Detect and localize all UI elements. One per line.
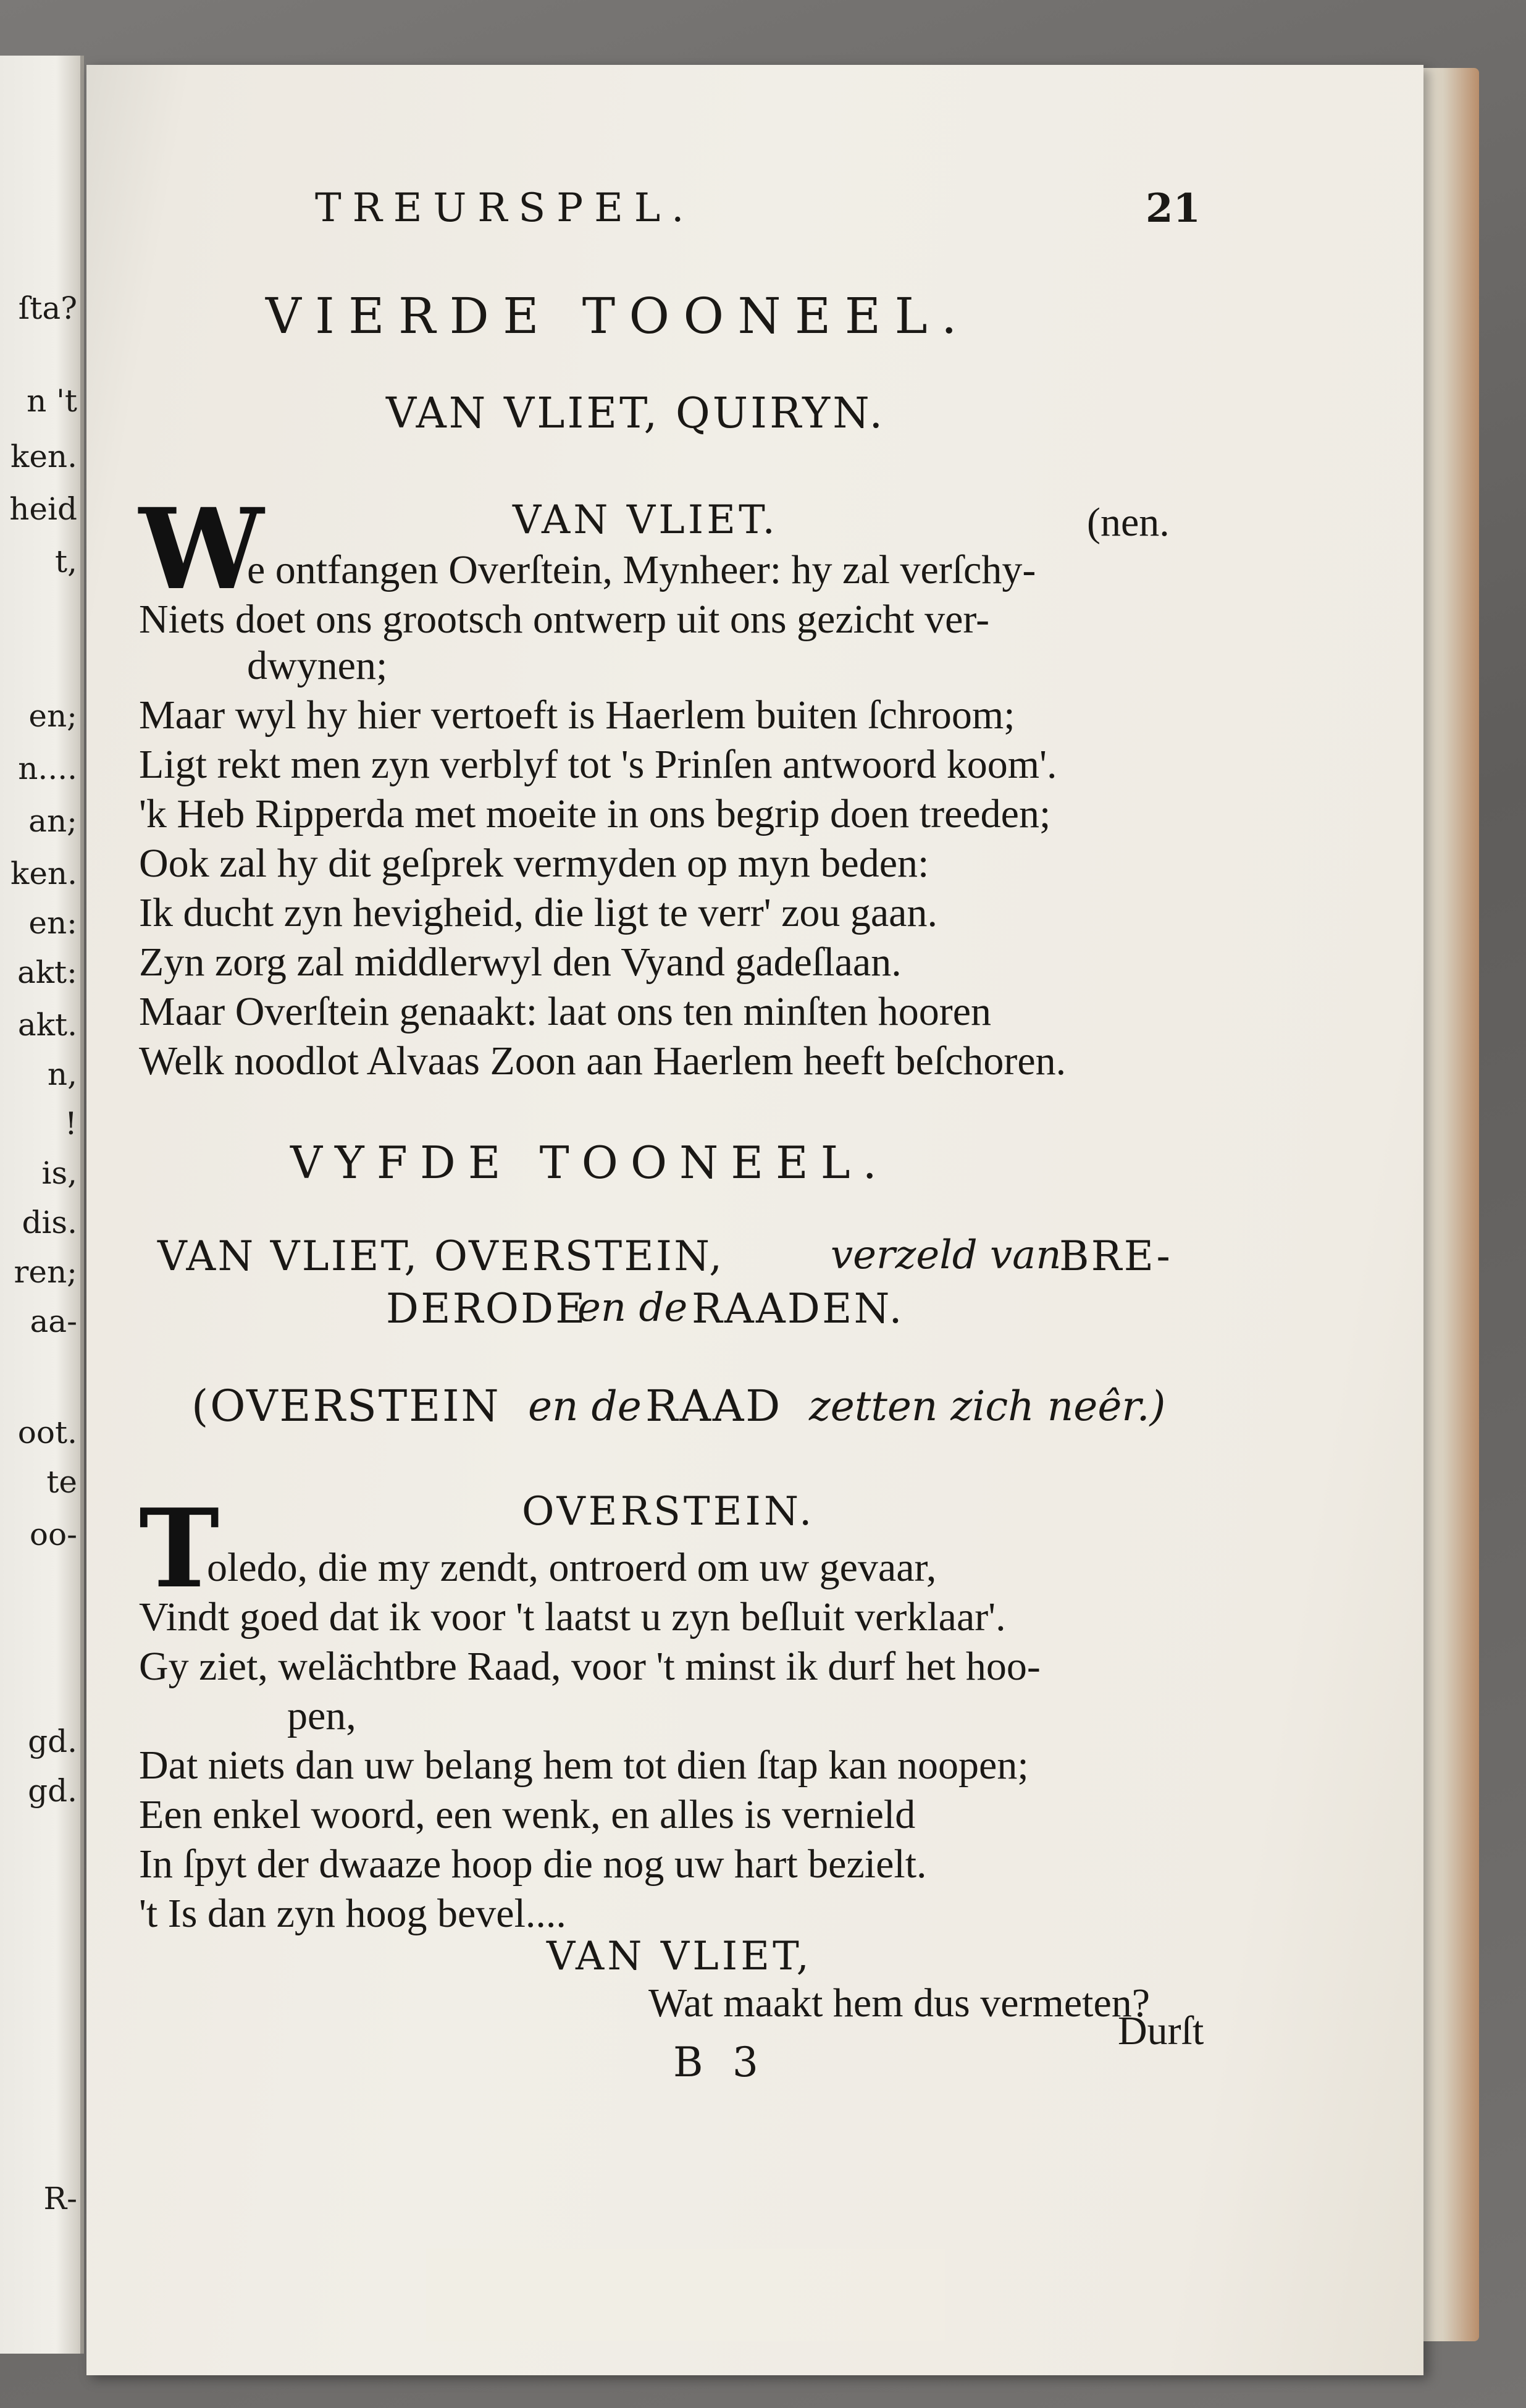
stage-direction: zetten zich neêr.) bbox=[809, 1383, 1166, 1430]
verse-line: Wat maakt hem dus vermeten? bbox=[648, 1981, 1151, 2026]
scene-characters: VAN VLIET, QUIRYN. bbox=[386, 389, 886, 438]
verse-line: Ligt rekt men zyn verblyf tot 's Prinſen antwoord koom'. bbox=[139, 742, 1057, 787]
verse-line: 'k Heb Ripperda met moeite in ons begrip doen treeden; bbox=[139, 791, 1051, 836]
scene-heading: VYFDE TOONEEL. bbox=[290, 1137, 889, 1189]
stage-direction: RAAD bbox=[645, 1381, 782, 1431]
page-number: 21 bbox=[1146, 185, 1201, 232]
verse-line: In ſpyt der dwaaze hoop die nog uw hart bezielt. bbox=[139, 1842, 927, 1887]
scene-characters-connector: en de bbox=[577, 1285, 688, 1331]
left-fragment: oot. bbox=[17, 1415, 77, 1450]
left-fragment: dis. bbox=[22, 1205, 77, 1240]
verse-line: dwynen; bbox=[247, 643, 388, 688]
verse-line: Dat niets dan uw belang hem tot dien ſtap kan noopen; bbox=[139, 1743, 1029, 1788]
left-fragment: gd. bbox=[28, 1724, 77, 1759]
left-fragment: R- bbox=[43, 2181, 77, 2216]
left-fragment: te bbox=[46, 1464, 77, 1500]
scene-characters: DERODE bbox=[386, 1285, 587, 1332]
left-fragment: n.... bbox=[18, 751, 77, 786]
left-fragment: t, bbox=[55, 544, 77, 579]
left-fragment: heid bbox=[9, 491, 77, 527]
verse-line: pen, bbox=[287, 1693, 356, 1738]
left-fragment: aa- bbox=[30, 1303, 77, 1339]
verse-line: Vindt goed dat ik voor 't laatst u zyn beſluit verklaar'. bbox=[139, 1594, 1006, 1640]
verse-line: Niets doet ons grootsch ontwerp uit ons gezicht ver- bbox=[139, 597, 990, 642]
drop-cap: T bbox=[139, 1486, 220, 1612]
speaker-name: OVERSTEIN. bbox=[522, 1489, 815, 1534]
signature-mark: B 3 bbox=[673, 2039, 767, 2086]
verse-line: Welk noodlot Alvaas Zoon aan Haerlem heeft beſchoren. bbox=[139, 1038, 1067, 1084]
left-fragment: ſta? bbox=[18, 290, 77, 326]
verse-line: Maar Overſtein genaakt: laat ons ten minſten hooren bbox=[139, 989, 992, 1034]
drop-cap: W bbox=[139, 484, 264, 615]
left-fragment: ren; bbox=[14, 1254, 77, 1290]
left-fragment: ken. bbox=[10, 439, 77, 474]
catchword: Durſt bbox=[1118, 2008, 1204, 2053]
left-fragment: gd. bbox=[28, 1773, 77, 1809]
left-page bbox=[0, 56, 84, 2354]
verse-line: Ik ducht zyn hevigheid, die ligt te verr' zou gaan. bbox=[139, 890, 937, 935]
speaker-name: VAN VLIET, bbox=[547, 1934, 812, 1979]
paper-patch bbox=[426, 2249, 945, 2341]
left-fragment: is, bbox=[41, 1155, 77, 1191]
scene-heading: VIERDE TOONEEL. bbox=[266, 287, 971, 345]
left-fragment: en; bbox=[28, 698, 77, 734]
page-edge bbox=[1420, 68, 1479, 2341]
verse-line: e ontfangen Overſtein, Mynheer: hy zal verſchy- bbox=[247, 547, 1036, 592]
left-fragment: oo- bbox=[29, 1517, 77, 1552]
verse-overflow: (nen. bbox=[1087, 500, 1170, 545]
left-fragment: an; bbox=[28, 803, 77, 839]
verse-line: Gy ziet, welächtbre Raad, voor 't minst ik durf het hoo- bbox=[139, 1644, 1041, 1689]
verse-line: Maar wyl hy hier vertoeft is Haerlem buiten ſchroom; bbox=[139, 693, 1015, 738]
verse-line: oledo, die my zendt, ontroerd om uw gevaar, bbox=[207, 1545, 937, 1590]
scene-characters: VAN VLIET, OVERSTEIN, bbox=[157, 1232, 724, 1280]
verse-line: Ook zal hy dit geſprek vermyden op myn beden: bbox=[139, 841, 929, 886]
left-fragment: en: bbox=[28, 905, 77, 941]
verse-line: Zyn zorg zal middlerwyl den Vyand gadeſlaan. bbox=[139, 940, 902, 985]
speaker-name: VAN VLIET. bbox=[513, 497, 778, 543]
scene-characters: BRE- bbox=[1059, 1232, 1173, 1280]
left-fragment: ken. bbox=[10, 856, 77, 891]
scene-characters: RAADEN. bbox=[692, 1285, 904, 1332]
left-fragment: n 't bbox=[27, 383, 77, 419]
verse-line: 't Is dan zyn hoog bevel.... bbox=[139, 1891, 566, 1936]
left-fragment: akt: bbox=[17, 954, 77, 990]
left-fragment: ! bbox=[64, 1106, 77, 1142]
scene-characters-connector: verzeld van bbox=[831, 1232, 1062, 1278]
left-fragment: n, bbox=[47, 1056, 77, 1092]
stage-direction: (OVERSTEIN bbox=[191, 1381, 501, 1431]
running-title: TREURSPEL. bbox=[315, 185, 695, 231]
left-fragment: akt. bbox=[17, 1007, 77, 1043]
verse-line: Een enkel woord, een wenk, en alles is vernield bbox=[139, 1792, 916, 1837]
stage-direction: en de bbox=[528, 1383, 642, 1430]
